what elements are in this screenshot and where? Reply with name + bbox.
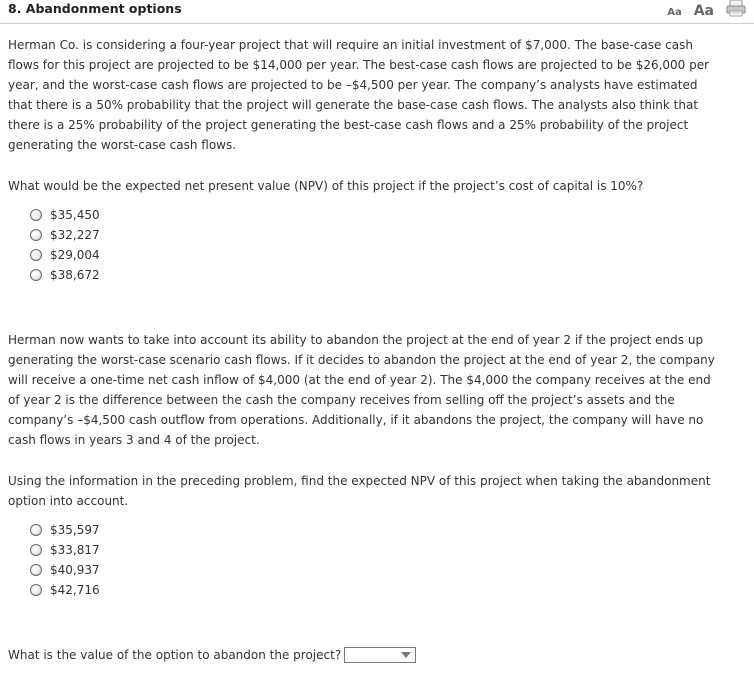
printer-icon <box>726 0 746 17</box>
question-title: 8. Abandonment options <box>8 1 182 16</box>
radio-button[interactable] <box>30 544 42 556</box>
question-prompt-3: What is the value of the option to abandon the project? <box>8 648 342 662</box>
answer-option[interactable] <box>30 540 100 560</box>
abandon-option-question <box>8 645 416 665</box>
header-divider <box>0 23 754 24</box>
chevron-down-icon <box>401 652 411 658</box>
answer-option[interactable] <box>30 580 100 600</box>
radio-button[interactable] <box>30 269 42 281</box>
option-label: $33,817 <box>50 543 100 557</box>
answer-option[interactable] <box>30 265 100 285</box>
radio-button[interactable] <box>30 524 42 536</box>
radio-button[interactable] <box>30 209 42 221</box>
question-header <box>8 0 746 20</box>
option-label: $29,004 <box>50 248 100 262</box>
option-label: $35,597 <box>50 523 100 537</box>
radio-button[interactable] <box>30 229 42 241</box>
print-button[interactable] <box>726 0 746 20</box>
answer-option[interactable] <box>30 560 100 580</box>
answer-option[interactable] <box>30 225 100 245</box>
radio-button[interactable] <box>30 564 42 576</box>
option-label: $38,672 <box>50 268 100 282</box>
answer-option[interactable] <box>30 520 100 540</box>
decrease-font-button[interactable]: Aa <box>667 7 682 18</box>
option-label: $32,227 <box>50 228 100 242</box>
abandon-option-value-select[interactable] <box>344 647 416 663</box>
radio-button[interactable] <box>30 584 42 596</box>
option-label: $42,716 <box>50 583 100 597</box>
radio-button[interactable] <box>30 249 42 261</box>
answer-option[interactable] <box>30 245 100 265</box>
answer-options-1 <box>30 205 100 285</box>
option-label: $40,937 <box>50 563 100 577</box>
option-label: $35,450 <box>50 208 100 222</box>
font-size-controls <box>667 0 746 20</box>
question-prompt-2: Using the information in the preceding problem, find the expected NPV of this project when taking the abandonment option into account. <box>8 474 711 508</box>
scenario-text-2: Herman now wants to take into account its ability to abandon the project at the end of year 2 if the project ends up generating the worst-case scenario cash flows. If it decides to abandon the project at the end of year 2, the company will receive a one-time net cash inflow of $4,000 (at the end of year 2). The $4,000 the company receives at the end of year 2 is the difference between the cash the company receives from selling off the project’s assets and the company’s –$4,500 cash outflow from operations. Additionally, if it abandons the project, the company will have no cash flows in years 3 and 4 of the project. <box>8 333 715 447</box>
answer-option[interactable] <box>30 205 100 225</box>
answer-options-2 <box>30 520 100 600</box>
scenario-text-1: Herman Co. is considering a four-year project that will require an initial investment of $7,000. The base-case cash flows for this project are projected to be $14,000 per year. The best-case cash flows are projected to be $26,000 per year, and the worst-case cash flows are projected to be –$4,500 per year. The company’s analysts have estimated that there is a 50% probability that the project will generate the base-case cash flows. The analysts also think that there is a 25% probability of the project generating the best-case cash flows and a 25% probability of the project generating the worst-case cash flows. <box>8 38 710 152</box>
question-prompt-1: What would be the expected net present value (NPV) of this project if the project’s cost of capital is 10%? <box>8 179 644 193</box>
increase-font-button[interactable]: Aa <box>693 3 714 19</box>
